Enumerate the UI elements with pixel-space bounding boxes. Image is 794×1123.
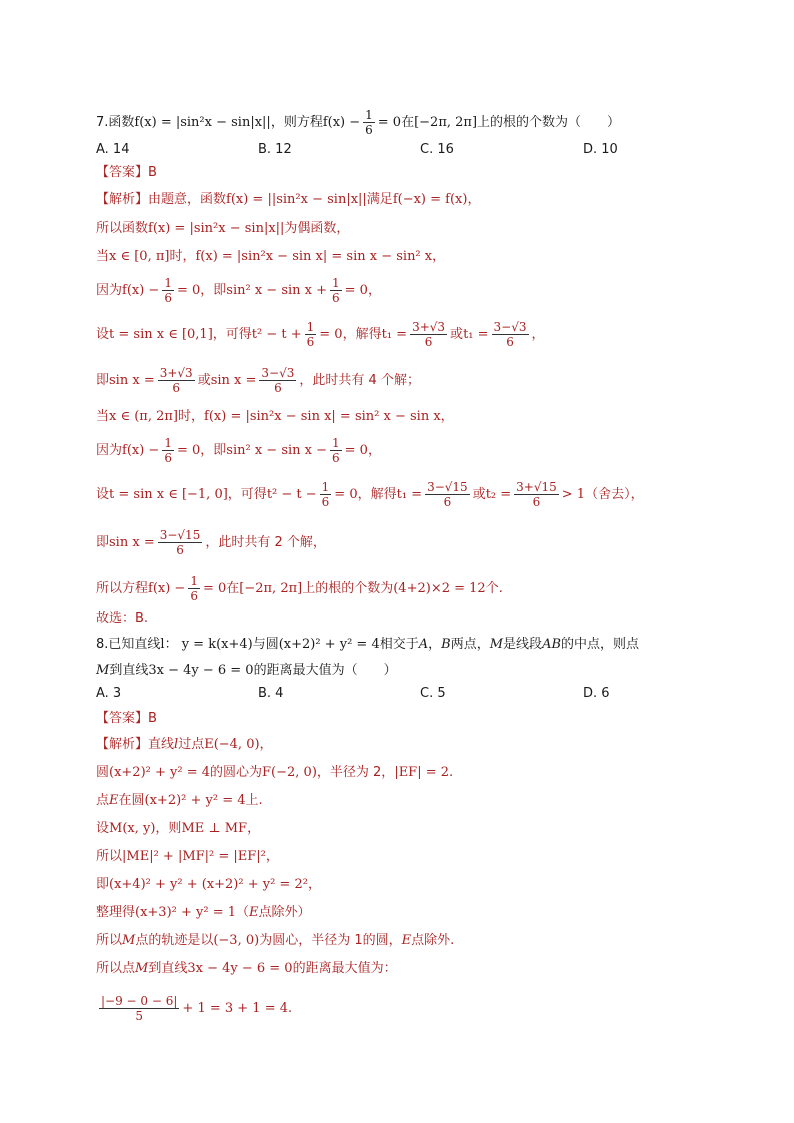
text: ，可得 [212,327,252,342]
math: (x+2)² + y² = 4 [144,793,246,808]
q7-equation: f(x) − [322,115,361,130]
text: 点 [96,793,110,808]
math: f(x) − [148,581,186,596]
denominator: 6 [172,381,181,395]
text: ， [428,637,442,652]
math: M [489,637,504,652]
q7-fraction [363,108,375,137]
q7-stem-text: ，则方程 [270,115,323,130]
text: ，此时共有 4 个解； [299,373,420,388]
numerator: 3+√15 [516,480,557,494]
math: sin x = [210,373,257,388]
text: 设 [96,821,110,836]
q8-solution-line-9 [96,960,397,978]
numerator: 3−√15 [159,528,201,542]
text: 为偶函数， [284,221,350,236]
math: t = sin x ∈ [−1, 0] [109,487,228,502]
math: > 1 [561,487,586,502]
numerator: 1 [321,480,330,494]
numerator: |−9 − 0 − 6| [101,994,178,1008]
text: 是线段 [503,637,543,652]
text: （舍去）， [585,487,644,502]
denominator: 6 [164,451,172,465]
text: ，解得 [342,327,382,342]
q7-option-a: A. 14 [96,142,130,157]
q7-option-d: D. 10 [583,142,618,157]
text: 即 [96,877,110,892]
q7-solution-line-6 [96,366,420,395]
q7-solution-line-1 [96,191,480,209]
q7-equation: = 0 [377,115,402,130]
math: f(x) = |sin²x − sin|x|| [148,221,285,236]
denominator: 6 [321,495,330,509]
q7-solution-line-9 [96,480,644,509]
math: l： y = k(x+4) [160,637,253,652]
text: 设 [96,327,110,342]
text: 设 [96,487,110,502]
text: 当 [96,249,110,264]
q8-option-d: D. 6 [583,686,610,701]
q8-stem-line-2 [96,662,397,680]
text: 的中点，则点 [561,637,640,652]
math: = 0 [176,283,201,298]
q7-solution-line-8 [96,436,381,465]
fraction [330,436,342,465]
math: E [109,793,119,808]
q8-answer: 【答案】B [96,711,157,726]
numerator: 1 [332,276,340,290]
fraction [320,480,332,509]
fraction [514,480,559,509]
text: ， [259,737,273,752]
math: f(−x) = f(x) [392,192,468,207]
q7-stem-text: 7.函数 [96,115,135,130]
denominator: 6 [306,335,315,349]
math: (−3, 0) [213,933,260,948]
math: f(x) − [122,443,160,458]
text: 【解析】直线 [96,737,175,752]
text: 时， [169,249,196,264]
q8-solution-line-1 [96,736,273,754]
text: 因为 [96,443,123,458]
q7-solution-line-2 [96,220,349,238]
denominator: 6 [332,291,340,305]
text: 点除外） [258,905,311,920]
q7-function: f(x) = |sin²x − sin|x|| [134,115,271,130]
text: 或 [472,487,486,502]
fraction [259,366,296,395]
text: （ [236,905,250,920]
q7-solution-line-10 [96,528,326,557]
math: (x+2)² + y² = 4 [109,765,211,780]
math: = 0 [202,581,227,596]
math: t₁ = [396,487,423,502]
q7-answer: 【答案】B [96,165,157,180]
math: x ∈ (π, 2π] [109,409,179,424]
math: t₁ = [463,327,489,342]
denominator: 6 [164,291,172,305]
text: ，可得 [227,487,267,502]
math: (x+3)² + y² = 1 [135,905,237,920]
numerator: 1 [306,320,315,334]
fraction [162,276,174,305]
q8-option-c: C. 5 [420,686,446,701]
numerator: 3−√3 [261,366,295,380]
text: 因为 [96,283,123,298]
denominator: 6 [365,123,373,137]
text: 或 [450,327,464,342]
math: x ∈ [0, π] [109,249,170,264]
fraction [410,320,447,349]
text: 8.已知直线 [96,637,161,652]
text: 所以 [96,849,123,864]
text: 的圆心为 [210,765,263,780]
math: = 0 [344,283,368,298]
numerator: 3−√15 [427,480,468,494]
text: ，即 [200,283,227,298]
text: ，此时共有 2 个解， [205,535,326,550]
text: 即 [96,373,110,388]
text: 点除外. [411,933,455,948]
text: . [449,765,454,780]
text: 时， [178,409,205,424]
text: 在 [226,581,240,596]
q7-stem-text: 上的根的个数为（ ） [477,115,621,130]
denominator: 6 [176,543,184,557]
text: 满足 [366,192,393,207]
math: 3x − 4y − 6 = 0 [148,663,254,678]
math: |EF| = 2 [394,765,450,780]
q8-stem-line-1 [96,636,639,654]
text: 在圆 [118,793,145,808]
text: 过点 [178,737,205,752]
q8-solution-line-6 [96,876,321,894]
math: t₁ = [381,327,408,342]
text: 相交于 [379,637,419,652]
q8-solution-line-5 [96,848,279,866]
text: ，半径为 2， [316,765,395,780]
math: M [135,961,149,976]
text: ， [367,283,381,298]
denominator: 6 [190,589,198,603]
math: f(x) = |sin²x − sin x| = sin x − sin² x [195,249,433,264]
text: ， [531,327,545,342]
q7-stem-text: 在 [401,115,415,130]
q7-solution-line-11 [96,574,503,603]
q8-option-b: B. 4 [258,686,284,701]
math: + 1 = 3 + 1 = 4 [182,1001,289,1016]
text: . [288,1001,293,1016]
math: ME ⊥ MF [181,821,248,836]
q8-solution-line-10 [96,994,292,1023]
math: (x+4)² + y² + (x+2)² + y² = 2² [109,877,308,892]
text: ， [440,409,454,424]
text: 到直线 [109,663,149,678]
text: 个. [485,581,503,596]
math: t² − t + [251,327,302,342]
numerator: 3+√3 [412,320,446,334]
denominator: 6 [332,451,340,465]
text: 两点， [450,637,490,652]
numerator: 3+√3 [159,366,193,380]
text: 所以 [96,933,123,948]
text: ， [247,821,261,836]
numerator: 1 [365,108,373,122]
math: f(x) = ||sin²x − sin|x|| [226,192,367,207]
math: (x+2)² + y² = 4 [278,637,380,652]
math: M [96,663,110,678]
fraction [188,574,200,603]
math: E [249,905,259,920]
math: t = sin x ∈ [0,1] [109,327,213,342]
denominator: 6 [506,335,514,349]
denominator: 5 [135,1009,144,1023]
text: 或 [197,373,211,388]
q7-solution-line-3 [96,248,445,266]
math: sin² x − sin x + [226,283,328,298]
numerator: 1 [190,574,198,588]
math: sin² x − sin x − [226,443,328,458]
math: = 0 [344,443,368,458]
q8-solution-line-3 [96,792,263,810]
math: sin x = [109,373,155,388]
math: F(−2, 0) [262,765,317,780]
math: (4+2)×2 = 12 [393,581,486,596]
text: 的距离最大值为（ ） [253,663,397,678]
math: M(x, y) [109,821,156,836]
numerator: 3−√3 [493,320,527,334]
text: 即 [96,535,110,550]
numerator: 1 [164,436,172,450]
text: 圆 [96,765,110,780]
q7-solution-line-7 [96,408,454,426]
math: AB [542,637,562,652]
text: 上. [245,793,263,808]
text: 上的根的个数为 [302,581,394,596]
numerator: 1 [164,276,172,290]
math: f(x) − [122,283,160,298]
text: 到直线 [148,961,188,976]
q8-option-a: A. 3 [96,686,122,701]
text: 所以方程 [96,581,149,596]
denominator: 6 [443,495,452,509]
math: sin x = [109,535,155,550]
text: 与圆 [252,637,279,652]
q8-solution-line-7 [96,904,311,922]
q7-solution-line-5 [96,320,545,349]
math: t² − t − [266,487,317,502]
fraction [99,994,179,1023]
math: 3x − 4y − 6 = 0 [187,961,293,976]
text: ，则 [155,821,182,836]
q8-solution-line-4 [96,820,260,838]
text: ，即 [200,443,227,458]
text: 为圆心，半径为 1的圆， [259,933,402,948]
q7-stem [96,108,620,137]
q7-option-b: B. 12 [258,142,292,157]
numerator: 1 [332,436,340,450]
math: A [418,637,429,652]
text: 的距离最大值为： [292,961,397,976]
text: 所以点 [96,961,136,976]
text: 整理得 [96,905,136,920]
q8-solution-line-2 [96,764,453,782]
fraction [158,528,203,557]
text: 当 [96,409,110,424]
text: ，解得 [357,487,397,502]
text: ， [467,192,481,207]
q7-solution-line-4 [96,276,381,305]
text: ， [367,443,381,458]
math: |ME|² + |MF|² = |EF|² [122,849,266,864]
math: t₂ = [485,487,512,502]
text: ， [307,877,321,892]
math: = 0 [319,327,343,342]
q7-option-c: C. 16 [420,142,454,157]
denominator: 6 [532,495,541,509]
math: l [174,737,179,752]
math: = 0 [176,443,201,458]
text: ， [265,849,279,864]
math: M [122,933,136,948]
fraction [305,320,317,349]
text: 点的轨迹是以 [135,933,214,948]
fraction [492,320,529,349]
text: ， [432,249,446,264]
q7-pick: 故选：B. [96,611,149,626]
fraction [162,436,174,465]
math: E(−4, 0) [204,737,260,752]
fraction [158,366,195,395]
text: 所以函数 [96,221,149,236]
denominator: 6 [424,335,433,349]
q8-solution-line-8 [96,932,454,950]
fraction [330,276,342,305]
text: 【解析】由题意，函数 [96,192,227,207]
fraction [425,480,470,509]
math: [−2π, 2π] [239,581,303,596]
math: B [441,637,451,652]
denominator: 6 [274,381,282,395]
q7-interval: [−2π, 2π] [414,115,478,130]
math: E [401,933,412,948]
math: f(x) = |sin²x − sin x| = sin² x − sin x [204,409,441,424]
math: = 0 [334,487,358,502]
